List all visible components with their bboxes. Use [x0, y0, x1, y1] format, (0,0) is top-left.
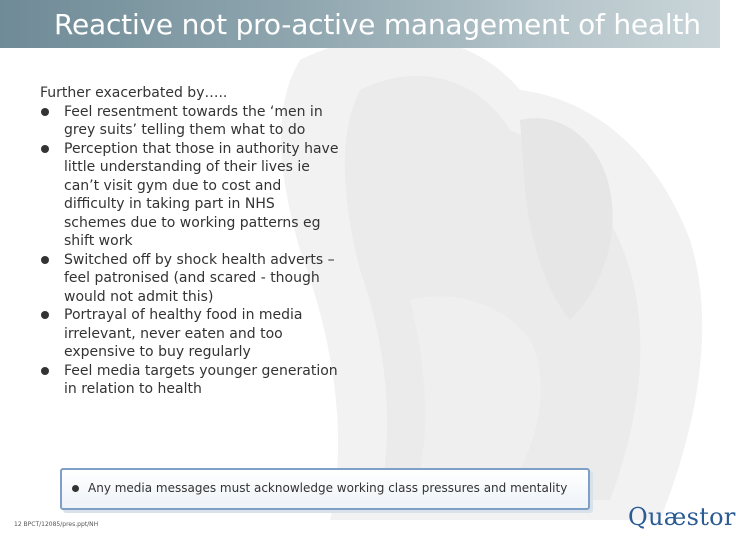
bullet-text: Switched off by shock health adverts – feel patronised (and scared - though would not admit this): [64, 251, 335, 305]
bullet-dot-icon: [41, 367, 49, 375]
intro-text: Further exacerbated by…..: [40, 85, 228, 101]
bullet-text: Portrayal of healthy food in media irrelevant, never eaten and too expensive to buy regularly: [64, 307, 303, 360]
bullet-item: [40, 306, 340, 362]
slide-content: [40, 84, 340, 399]
title-band: [0, 0, 720, 48]
bullet-dot-icon: [41, 145, 49, 153]
bullet-dot-icon: [41, 311, 49, 319]
footer-reference: 12 BPCT/12085/pres.ppt/NH: [14, 521, 99, 528]
bullet-dot-icon: [41, 256, 49, 264]
slide-title: Reactive not pro-active management of health: [54, 8, 701, 41]
company-logo: Quæstor: [628, 503, 736, 531]
bullet-item: [40, 251, 340, 307]
bullet-text: Feel media targets younger generation in relation to health: [64, 362, 338, 397]
bullet-list: [40, 103, 340, 399]
callout-text: Any media messages must acknowledge working class pressures and mentality: [88, 481, 568, 495]
bullet-item: [40, 362, 340, 399]
bullet-item: [40, 140, 340, 251]
callout-box: [60, 468, 590, 510]
bullet-dot-icon: [41, 108, 49, 116]
bullet-text: Feel resentment towards the ‘men in grey suits’ telling them what to do: [64, 103, 323, 138]
callout-bullet-icon: [72, 485, 79, 492]
bullet-text: Perception that those in authority have little understanding of their lives ie can’t visit gym due to cost and difficulty in taking part in NHS schemes due to working patterns eg shift work: [64, 140, 339, 249]
bullet-item: [40, 103, 340, 140]
